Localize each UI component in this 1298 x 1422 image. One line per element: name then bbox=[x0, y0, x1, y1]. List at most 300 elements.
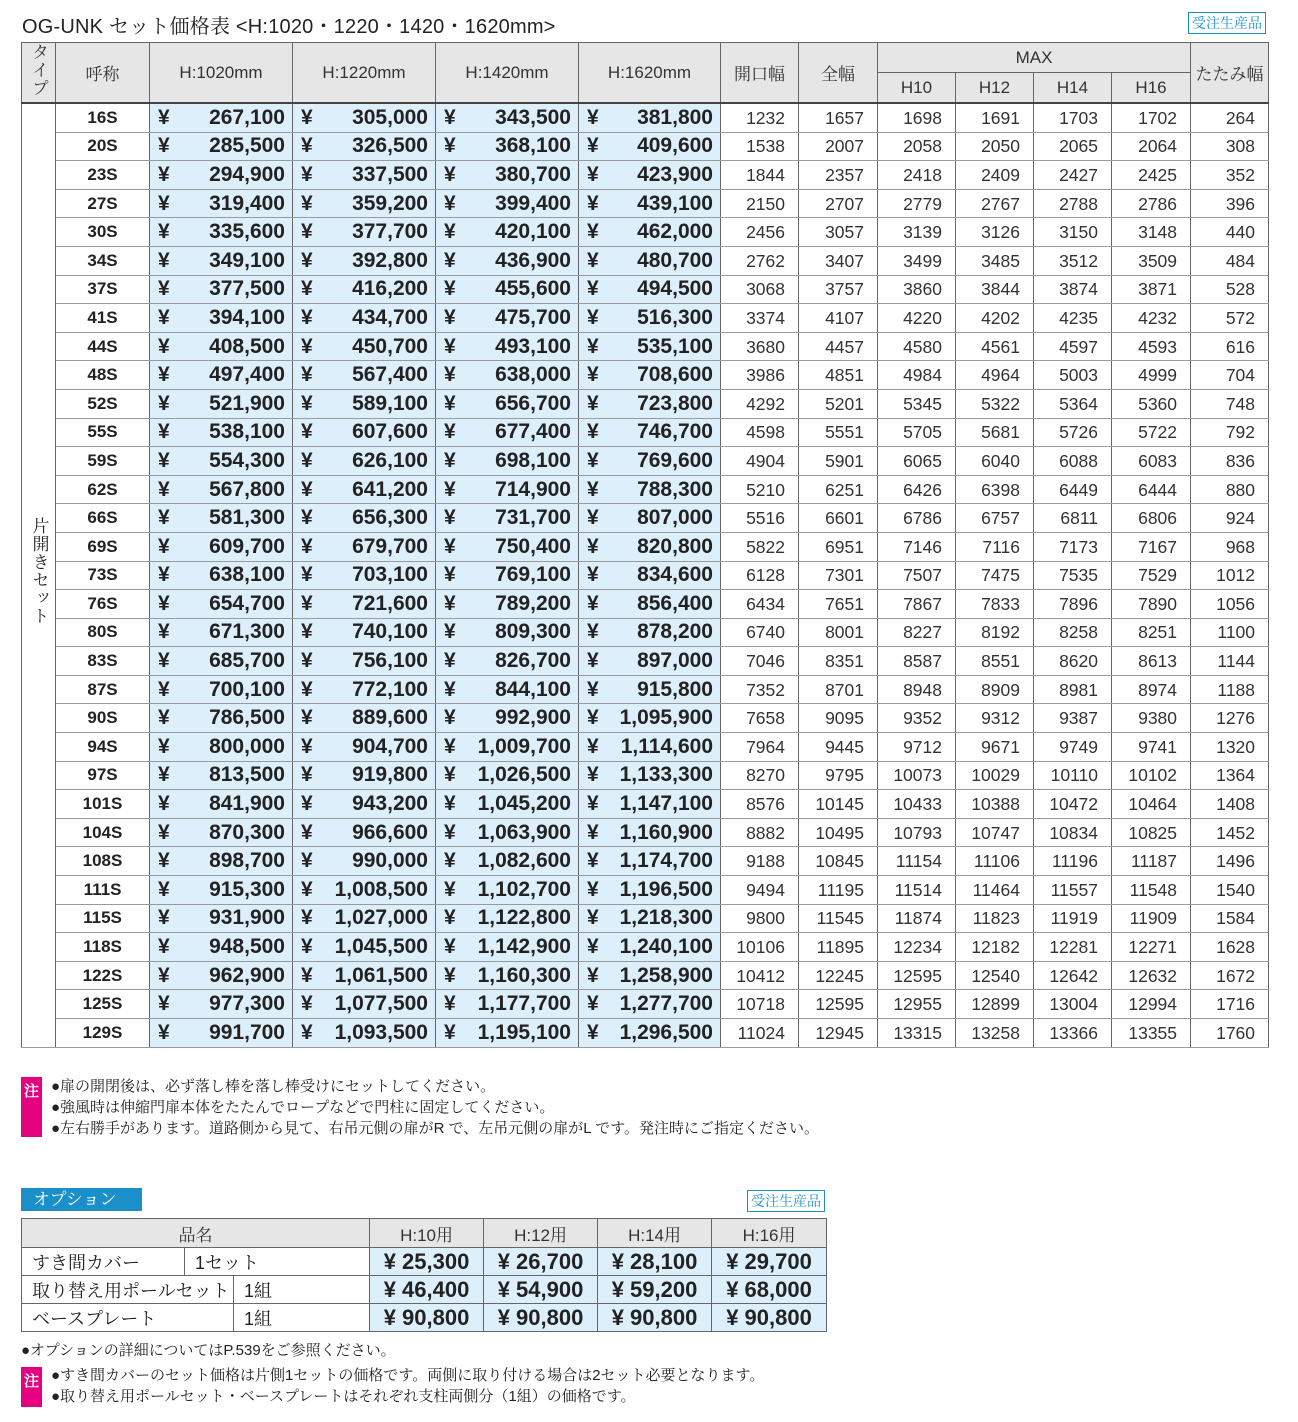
dimension-cell: 12540 bbox=[956, 961, 1034, 990]
dimension-cell: 4593 bbox=[1112, 332, 1191, 361]
dimension-cell: 9741 bbox=[1112, 733, 1191, 762]
header-opening-width: 開口幅 bbox=[721, 43, 799, 104]
dimension-cell: 10433 bbox=[878, 790, 956, 819]
option-price: ¥ 90,800 bbox=[712, 1304, 827, 1332]
dimension-cell: 6434 bbox=[721, 590, 799, 619]
price-cell: ¥ 915,300 bbox=[150, 876, 293, 905]
price-cell: ¥ 677,400 bbox=[436, 418, 579, 447]
dimension-cell: 7964 bbox=[721, 733, 799, 762]
price-cell: ¥ 609,700 bbox=[150, 532, 293, 561]
table-row bbox=[22, 590, 1269, 619]
dimension-cell: 7658 bbox=[721, 704, 799, 733]
dimension-cell: 792 bbox=[1191, 418, 1269, 447]
dimension-cell: 4851 bbox=[799, 361, 878, 390]
price-cell: ¥ 319,400 bbox=[150, 189, 293, 218]
price-cell: ¥ 1,296,500 bbox=[579, 1019, 721, 1048]
price-cell: ¥ 878,200 bbox=[579, 618, 721, 647]
row-name: 69S bbox=[56, 532, 150, 561]
price-cell: ¥ 535,100 bbox=[579, 332, 721, 361]
dimension-cell: 396 bbox=[1191, 189, 1269, 218]
table-row bbox=[22, 1019, 1269, 1048]
dimension-cell: 1698 bbox=[878, 103, 956, 132]
dimension-cell: 2779 bbox=[878, 189, 956, 218]
dimension-cell: 3485 bbox=[956, 246, 1034, 275]
dimension-cell: 11895 bbox=[799, 933, 878, 962]
row-name: 27S bbox=[56, 189, 150, 218]
dimension-cell: 10073 bbox=[878, 761, 956, 790]
dimension-cell: 11909 bbox=[1112, 904, 1191, 933]
note-line: ●すき間カバーのセット価格は片側1セットの価格です。両側に取り付ける場合は2セット必要となります。 bbox=[51, 1367, 765, 1384]
row-name: 118S bbox=[56, 933, 150, 962]
row-name: 80S bbox=[56, 618, 150, 647]
price-cell: ¥ 1,045,500 bbox=[293, 933, 436, 962]
price-cell: ¥ 723,800 bbox=[579, 389, 721, 418]
dimension-cell: 3509 bbox=[1112, 246, 1191, 275]
price-cell: ¥ 841,900 bbox=[150, 790, 293, 819]
dimension-cell: 6806 bbox=[1112, 504, 1191, 533]
table-row bbox=[22, 761, 1269, 790]
dimension-cell: 2786 bbox=[1112, 189, 1191, 218]
dimension-cell: 8551 bbox=[956, 647, 1034, 676]
dimension-cell: 8701 bbox=[799, 675, 878, 704]
dimension-cell: 3374 bbox=[721, 304, 799, 333]
price-cell: ¥ 434,700 bbox=[293, 304, 436, 333]
price-cell: ¥ 750,400 bbox=[436, 532, 579, 561]
note-line: ●扉の開閉後は、必ず落し棒を落し棒受けにセットしてください。 bbox=[51, 1078, 496, 1095]
dimension-cell: 2357 bbox=[799, 161, 878, 190]
header-price-h1220: H:1220mm bbox=[293, 43, 436, 104]
price-cell: ¥ 897,000 bbox=[579, 647, 721, 676]
dimension-cell: 5210 bbox=[721, 475, 799, 504]
dimension-cell: 4235 bbox=[1034, 304, 1112, 333]
dimension-cell: 13315 bbox=[878, 1019, 956, 1048]
row-name: 52S bbox=[56, 389, 150, 418]
dimension-cell: 8981 bbox=[1034, 675, 1112, 704]
price-cell: ¥ 399,400 bbox=[436, 189, 579, 218]
price-cell: ¥ 538,100 bbox=[150, 418, 293, 447]
price-cell: ¥ 516,300 bbox=[579, 304, 721, 333]
price-cell: ¥ 1,160,300 bbox=[436, 961, 579, 990]
dimension-cell: 3150 bbox=[1034, 218, 1112, 247]
header-max-h10: H10 bbox=[878, 73, 956, 103]
price-cell: ¥ 1,102,700 bbox=[436, 876, 579, 905]
price-cell: ¥ 870,300 bbox=[150, 818, 293, 847]
price-cell: ¥ 267,100 bbox=[150, 103, 293, 132]
option-unit: 1組 bbox=[234, 1276, 370, 1304]
price-cell: ¥ 772,100 bbox=[293, 675, 436, 704]
table-row bbox=[22, 532, 1269, 561]
dimension-cell: 6757 bbox=[956, 504, 1034, 533]
price-cell: ¥ 991,700 bbox=[150, 1019, 293, 1048]
dimension-cell: 4984 bbox=[878, 361, 956, 390]
table-row bbox=[22, 904, 1269, 933]
type-cell: 片開きセット bbox=[22, 103, 56, 1047]
dimension-cell: 7173 bbox=[1034, 532, 1112, 561]
dimension-cell: 2007 bbox=[799, 132, 878, 161]
header-price-h1620: H:1620mm bbox=[579, 43, 721, 104]
table-row bbox=[22, 332, 1269, 361]
row-name: 101S bbox=[56, 790, 150, 819]
dimension-cell: 10825 bbox=[1112, 818, 1191, 847]
row-name: 37S bbox=[56, 275, 150, 304]
made-to-order-badge: 受注生産品 bbox=[1188, 12, 1266, 34]
dimension-cell: 6811 bbox=[1034, 504, 1112, 533]
dimension-cell: 2767 bbox=[956, 189, 1034, 218]
option-price: ¥ 68,000 bbox=[712, 1276, 827, 1304]
price-cell: ¥ 1,122,800 bbox=[436, 904, 579, 933]
option-name: ベースプレート bbox=[22, 1304, 234, 1332]
option-note-mark: 注 bbox=[21, 1367, 42, 1407]
price-cell: ¥ 1,142,900 bbox=[436, 933, 579, 962]
row-name: 94S bbox=[56, 733, 150, 762]
dimension-cell: 616 bbox=[1191, 332, 1269, 361]
price-cell: ¥ 800,000 bbox=[150, 733, 293, 762]
price-cell: ¥ 285,500 bbox=[150, 132, 293, 161]
dimension-cell: 5516 bbox=[721, 504, 799, 533]
dimension-cell: 1144 bbox=[1191, 647, 1269, 676]
price-cell: ¥ 685,700 bbox=[150, 647, 293, 676]
dimension-cell: 5364 bbox=[1034, 389, 1112, 418]
dimension-cell: 8227 bbox=[878, 618, 956, 647]
dimension-cell: 8192 bbox=[956, 618, 1034, 647]
dimension-cell: 3844 bbox=[956, 275, 1034, 304]
row-name: 23S bbox=[56, 161, 150, 190]
price-cell: ¥ 844,100 bbox=[436, 675, 579, 704]
dimension-cell: 9671 bbox=[956, 733, 1034, 762]
dimension-cell: 9312 bbox=[956, 704, 1034, 733]
dimension-cell: 11187 bbox=[1112, 847, 1191, 876]
price-cell: ¥ 381,800 bbox=[579, 103, 721, 132]
dimension-cell: 5345 bbox=[878, 389, 956, 418]
dimension-cell: 11154 bbox=[878, 847, 956, 876]
table-row bbox=[22, 618, 1269, 647]
dimension-cell: 7529 bbox=[1112, 561, 1191, 590]
dimension-cell: 12234 bbox=[878, 933, 956, 962]
dimension-cell: 4964 bbox=[956, 361, 1034, 390]
option-name: 取り替え用ポールセット bbox=[22, 1276, 234, 1304]
price-cell: ¥ 326,500 bbox=[293, 132, 436, 161]
dimension-cell: 2409 bbox=[956, 161, 1034, 190]
price-cell: ¥ 756,100 bbox=[293, 647, 436, 676]
price-cell: ¥ 1,027,000 bbox=[293, 904, 436, 933]
dimension-cell: 12945 bbox=[799, 1019, 878, 1048]
dimension-cell: 1188 bbox=[1191, 675, 1269, 704]
table-row bbox=[22, 933, 1269, 962]
dimension-cell: 11548 bbox=[1112, 876, 1191, 905]
dimension-cell: 3757 bbox=[799, 275, 878, 304]
price-cell: ¥ 567,400 bbox=[293, 361, 436, 390]
dimension-cell: 12595 bbox=[799, 990, 878, 1019]
price-cell: ¥ 1,160,900 bbox=[579, 818, 721, 847]
dimension-cell: 5822 bbox=[721, 532, 799, 561]
dimension-cell: 3139 bbox=[878, 218, 956, 247]
dimension-cell: 4597 bbox=[1034, 332, 1112, 361]
dimension-cell: 10106 bbox=[721, 933, 799, 962]
notes-option bbox=[21, 1365, 764, 1407]
row-name: 115S bbox=[56, 904, 150, 933]
dimension-cell: 4457 bbox=[799, 332, 878, 361]
dimension-cell: 1276 bbox=[1191, 704, 1269, 733]
price-cell: ¥ 497,400 bbox=[150, 361, 293, 390]
dimension-cell: 10472 bbox=[1034, 790, 1112, 819]
dimension-cell: 528 bbox=[1191, 275, 1269, 304]
dimension-cell: 1703 bbox=[1034, 103, 1112, 132]
dimension-cell: 6065 bbox=[878, 447, 956, 476]
row-name: 87S bbox=[56, 675, 150, 704]
price-cell: ¥ 494,500 bbox=[579, 275, 721, 304]
row-name: 129S bbox=[56, 1019, 150, 1048]
dimension-cell: 12271 bbox=[1112, 933, 1191, 962]
notes-main bbox=[21, 1076, 819, 1139]
dimension-cell: 2065 bbox=[1034, 132, 1112, 161]
dimension-cell: 1452 bbox=[1191, 818, 1269, 847]
dimension-cell: 8613 bbox=[1112, 647, 1191, 676]
price-cell: ¥ 349,100 bbox=[150, 246, 293, 275]
price-cell: ¥ 450,700 bbox=[293, 332, 436, 361]
option-name: すき間カバー bbox=[22, 1248, 185, 1276]
dimension-cell: 4220 bbox=[878, 304, 956, 333]
dimension-cell: 12182 bbox=[956, 933, 1034, 962]
price-cell: ¥ 380,700 bbox=[436, 161, 579, 190]
price-cell: ¥ 740,100 bbox=[293, 618, 436, 647]
dimension-cell: 5681 bbox=[956, 418, 1034, 447]
dimension-cell: 13366 bbox=[1034, 1019, 1112, 1048]
price-cell: ¥ 966,600 bbox=[293, 818, 436, 847]
dimension-cell: 10102 bbox=[1112, 761, 1191, 790]
option-price: ¥ 46,400 bbox=[370, 1276, 484, 1304]
price-cell: ¥ 567,800 bbox=[150, 475, 293, 504]
dimension-cell: 440 bbox=[1191, 218, 1269, 247]
price-cell: ¥ 493,100 bbox=[436, 332, 579, 361]
option-made-to-order-badge: 受注生産品 bbox=[747, 1190, 825, 1212]
price-cell: ¥ 1,177,700 bbox=[436, 990, 579, 1019]
dimension-cell: 8620 bbox=[1034, 647, 1112, 676]
dimension-cell: 11919 bbox=[1034, 904, 1112, 933]
dimension-cell: 7352 bbox=[721, 675, 799, 704]
price-cell: ¥ 462,000 bbox=[579, 218, 721, 247]
dimension-cell: 2418 bbox=[878, 161, 956, 190]
dimension-cell: 7507 bbox=[878, 561, 956, 590]
price-cell: ¥ 786,500 bbox=[150, 704, 293, 733]
dimension-cell: 8270 bbox=[721, 761, 799, 790]
row-name: 48S bbox=[56, 361, 150, 390]
dimension-cell: 5551 bbox=[799, 418, 878, 447]
dimension-cell: 10845 bbox=[799, 847, 878, 876]
header-max-h14: H14 bbox=[1034, 73, 1112, 103]
price-cell: ¥ 714,900 bbox=[436, 475, 579, 504]
dimension-cell: 5901 bbox=[799, 447, 878, 476]
dimension-cell: 9387 bbox=[1034, 704, 1112, 733]
dimension-cell: 1320 bbox=[1191, 733, 1269, 762]
dimension-cell: 3068 bbox=[721, 275, 799, 304]
dimension-cell: 7146 bbox=[878, 532, 956, 561]
dimension-cell: 1496 bbox=[1191, 847, 1269, 876]
dimension-cell: 11464 bbox=[956, 876, 1034, 905]
dimension-cell: 6786 bbox=[878, 504, 956, 533]
table-row bbox=[22, 275, 1269, 304]
dimension-cell: 12994 bbox=[1112, 990, 1191, 1019]
price-cell: ¥ 826,700 bbox=[436, 647, 579, 676]
dimension-cell: 1702 bbox=[1112, 103, 1191, 132]
dimension-cell: 4202 bbox=[956, 304, 1034, 333]
row-name: 83S bbox=[56, 647, 150, 676]
price-cell: ¥ 1,077,500 bbox=[293, 990, 436, 1019]
dimension-cell: 308 bbox=[1191, 132, 1269, 161]
price-cell: ¥ 638,100 bbox=[150, 561, 293, 590]
dimension-cell: 8948 bbox=[878, 675, 956, 704]
dimension-cell: 6740 bbox=[721, 618, 799, 647]
header-max-h12: H12 bbox=[956, 73, 1034, 103]
dimension-cell: 11024 bbox=[721, 1019, 799, 1048]
dimension-cell: 1100 bbox=[1191, 618, 1269, 647]
price-cell: ¥ 1,095,900 bbox=[579, 704, 721, 733]
dimension-cell: 11196 bbox=[1034, 847, 1112, 876]
row-name: 73S bbox=[56, 561, 150, 590]
row-name: 59S bbox=[56, 447, 150, 476]
dimension-cell: 12642 bbox=[1034, 961, 1112, 990]
row-name: 62S bbox=[56, 475, 150, 504]
dimension-cell: 11874 bbox=[878, 904, 956, 933]
note-mark: 注 bbox=[21, 1077, 42, 1137]
option-header-name: 品名 bbox=[22, 1219, 370, 1248]
price-cell: ¥ 990,000 bbox=[293, 847, 436, 876]
dimension-cell: 9445 bbox=[799, 733, 878, 762]
dimension-cell: 7651 bbox=[799, 590, 878, 619]
dimension-cell: 5322 bbox=[956, 389, 1034, 418]
dimension-cell: 12955 bbox=[878, 990, 956, 1019]
dimension-cell: 2762 bbox=[721, 246, 799, 275]
dimension-cell: 12899 bbox=[956, 990, 1034, 1019]
dimension-cell: 12281 bbox=[1034, 933, 1112, 962]
price-cell: ¥ 475,700 bbox=[436, 304, 579, 333]
dimension-cell: 3871 bbox=[1112, 275, 1191, 304]
price-cell: ¥ 671,300 bbox=[150, 618, 293, 647]
dimension-cell: 9494 bbox=[721, 876, 799, 905]
dimension-cell: 264 bbox=[1191, 103, 1269, 132]
dimension-cell: 10145 bbox=[799, 790, 878, 819]
price-cell: ¥ 769,600 bbox=[579, 447, 721, 476]
price-cell: ¥ 638,000 bbox=[436, 361, 579, 390]
price-cell: ¥ 889,600 bbox=[293, 704, 436, 733]
price-cell: ¥ 1,196,500 bbox=[579, 876, 721, 905]
dimension-cell: 12245 bbox=[799, 961, 878, 990]
price-cell: ¥ 1,008,500 bbox=[293, 876, 436, 905]
option-reference: ●オプションの詳細についてはP.539をご参照ください。 bbox=[21, 1342, 396, 1359]
price-cell: ¥ 641,200 bbox=[293, 475, 436, 504]
row-name: 122S bbox=[56, 961, 150, 990]
dimension-cell: 1232 bbox=[721, 103, 799, 132]
price-cell: ¥ 392,800 bbox=[293, 246, 436, 275]
price-cell: ¥ 626,100 bbox=[293, 447, 436, 476]
price-cell: ¥ 1,009,700 bbox=[436, 733, 579, 762]
table-row bbox=[22, 704, 1269, 733]
option-price: ¥ 54,900 bbox=[484, 1276, 598, 1304]
price-cell: ¥ 436,900 bbox=[436, 246, 579, 275]
row-name: 41S bbox=[56, 304, 150, 333]
option-header-h10: H:10用 bbox=[370, 1219, 484, 1248]
price-cell: ¥ 769,100 bbox=[436, 561, 579, 590]
dimension-cell: 1056 bbox=[1191, 590, 1269, 619]
dimension-cell: 3148 bbox=[1112, 218, 1191, 247]
price-cell: ¥ 1,093,500 bbox=[293, 1019, 436, 1048]
table-row bbox=[22, 733, 1269, 762]
row-name: 90S bbox=[56, 704, 150, 733]
dimension-cell: 9795 bbox=[799, 761, 878, 790]
dimension-cell: 3057 bbox=[799, 218, 878, 247]
dimension-cell: 484 bbox=[1191, 246, 1269, 275]
header-folded-width: たたみ幅 bbox=[1191, 43, 1269, 104]
dimension-cell: 880 bbox=[1191, 475, 1269, 504]
dimension-cell: 4292 bbox=[721, 389, 799, 418]
dimension-cell: 8587 bbox=[878, 647, 956, 676]
row-name: 16S bbox=[56, 103, 150, 132]
dimension-cell: 11195 bbox=[799, 876, 878, 905]
dimension-cell: 8974 bbox=[1112, 675, 1191, 704]
option-row bbox=[22, 1248, 827, 1276]
price-cell: ¥ 589,100 bbox=[293, 389, 436, 418]
price-cell: ¥ 1,061,500 bbox=[293, 961, 436, 990]
price-cell: ¥ 480,700 bbox=[579, 246, 721, 275]
dimension-cell: 7896 bbox=[1034, 590, 1112, 619]
dimension-cell: 8351 bbox=[799, 647, 878, 676]
table-row bbox=[22, 189, 1269, 218]
table-row bbox=[22, 246, 1269, 275]
header-max-h16: H16 bbox=[1112, 73, 1191, 103]
header-total-width: 全幅 bbox=[799, 43, 878, 104]
dimension-cell: 2150 bbox=[721, 189, 799, 218]
note-line: ●左右勝手があります。道路側から見て、右吊元側の扉がR で、左吊元側の扉がL です。発注時にご指定ください。 bbox=[51, 1120, 820, 1137]
price-cell: ¥ 919,800 bbox=[293, 761, 436, 790]
table-row bbox=[22, 475, 1269, 504]
price-cell: ¥ 554,300 bbox=[150, 447, 293, 476]
price-cell: ¥ 809,300 bbox=[436, 618, 579, 647]
table-row bbox=[22, 447, 1269, 476]
dimension-cell: 3680 bbox=[721, 332, 799, 361]
option-price: ¥ 29,700 bbox=[712, 1248, 827, 1276]
price-cell: ¥ 359,200 bbox=[293, 189, 436, 218]
option-header-h14: H:14用 bbox=[598, 1219, 712, 1248]
dimension-cell: 1691 bbox=[956, 103, 1034, 132]
header-name: 呼称 bbox=[56, 43, 150, 104]
price-cell: ¥ 1,133,300 bbox=[579, 761, 721, 790]
row-name: 97S bbox=[56, 761, 150, 790]
row-name: 104S bbox=[56, 818, 150, 847]
price-cell: ¥ 721,600 bbox=[293, 590, 436, 619]
dimension-cell: 2058 bbox=[878, 132, 956, 161]
price-cell: ¥ 455,600 bbox=[436, 275, 579, 304]
option-price: ¥ 90,800 bbox=[598, 1304, 712, 1332]
price-cell: ¥ 305,000 bbox=[293, 103, 436, 132]
price-cell: ¥ 1,240,100 bbox=[579, 933, 721, 962]
price-cell: ¥ 1,195,100 bbox=[436, 1019, 579, 1048]
price-cell: ¥ 789,200 bbox=[436, 590, 579, 619]
dimension-cell: 13004 bbox=[1034, 990, 1112, 1019]
price-cell: ¥ 943,200 bbox=[293, 790, 436, 819]
dimension-cell: 2707 bbox=[799, 189, 878, 218]
price-cell: ¥ 813,500 bbox=[150, 761, 293, 790]
dimension-cell: 1540 bbox=[1191, 876, 1269, 905]
price-cell: ¥ 1,026,500 bbox=[436, 761, 579, 790]
price-cell: ¥ 820,800 bbox=[579, 532, 721, 561]
dimension-cell: 1364 bbox=[1191, 761, 1269, 790]
row-name: 44S bbox=[56, 332, 150, 361]
dimension-cell: 1538 bbox=[721, 132, 799, 161]
price-cell: ¥ 294,900 bbox=[150, 161, 293, 190]
row-name: 55S bbox=[56, 418, 150, 447]
dimension-cell: 1408 bbox=[1191, 790, 1269, 819]
dimension-cell: 7167 bbox=[1112, 532, 1191, 561]
option-price: ¥ 28,100 bbox=[598, 1248, 712, 1276]
